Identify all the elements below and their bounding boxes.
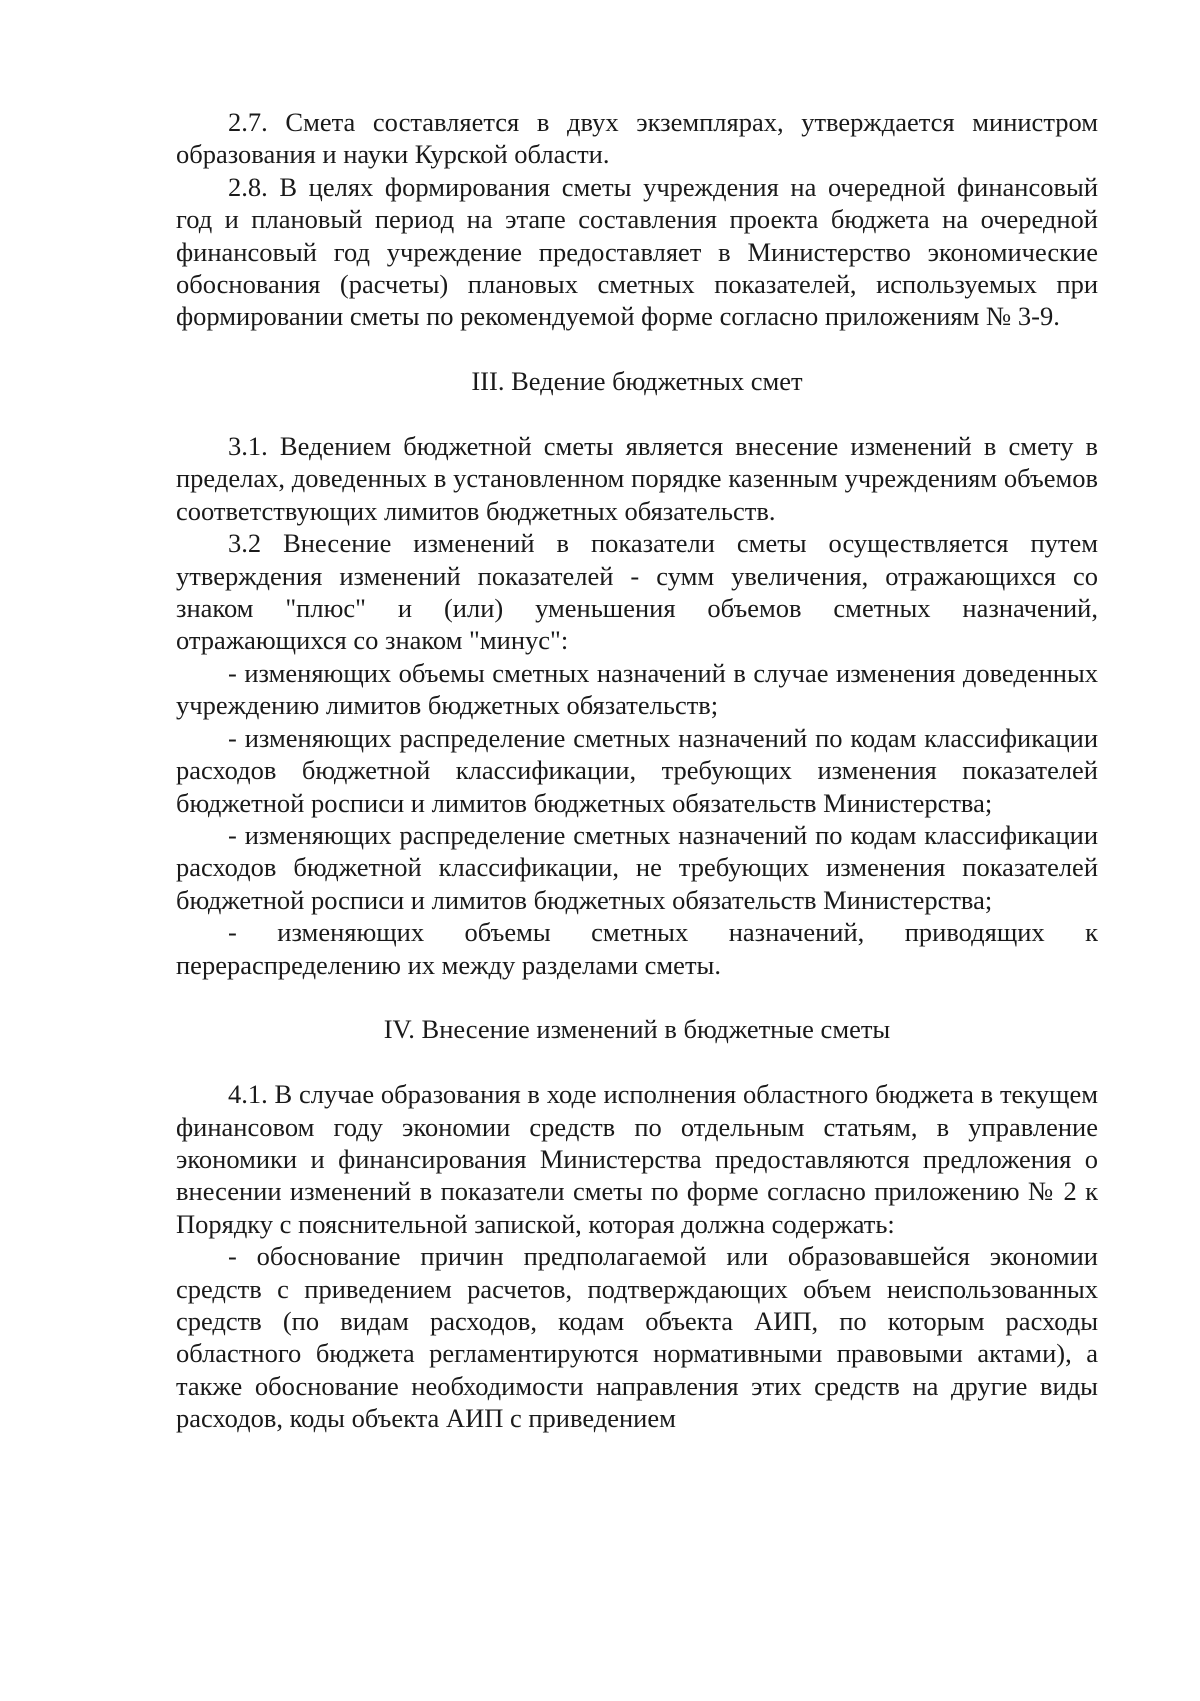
section-heading-4: IV. Внесение изменений в бюджетные сметы: [383, 1014, 891, 1045]
paragraph-3-2: 3.2 Внесение изменений в показатели сметы осуществляется путем утверждения изменений показателей - сумм увеличения, отражающихся со знаком "плюс" и (или) уменьшения объемов сметных назначений, отражающихся со знаком "минус":: [176, 528, 1098, 656]
list-item-justification: - обоснование причин предполагаемой или образовавшейся экономии средств с приведением расчетов, подтверждающих объем неиспользованных средств (по видам расходов, кодам объекта АИП, по которым расходы областного бюджета регламентируются нормативными правовыми актами), а также обоснование необходимости направления этих средств на другие виды расходов, коды объекта АИП с приведением: [176, 1241, 1098, 1434]
paragraph-3-1: 3.1. Ведением бюджетной сметы является внесение изменений в смету в пределах, доведенных в установленном порядке казенным учреждениям объемов соответствующих лимитов бюджетных обязательств.: [176, 431, 1098, 526]
list-item-change-distribution-requiring: - изменяющих распределение сметных назначений по кодам классификации расходов бюджетной классификации, требующих изменения показателей бюджетной росписи и лимитов бюджетных обязательств Министерства;: [176, 722, 1098, 818]
list-item-redistribution: - изменяющих объемы сметных назначений, приводящих к перераспределению их между разделами сметы.: [176, 917, 1098, 980]
paragraph-2-7: 2.7. Смета составляется в двух экземплярах, утверждается министром образования и науки Курской области.: [176, 107, 1098, 170]
list-item-change-distribution-not-requiring: - изменяющих распределение сметных назначений по кодам классификации расходов бюджетной классификации, не требующих изменения показателей бюджетной росписи и лимитов бюджетных обязательств Министерства;: [176, 819, 1098, 915]
section-heading-3: III. Ведение бюджетных смет: [471, 366, 803, 397]
paragraph-4-1: 4.1. В случае образования в ходе исполнения областного бюджета в текущем финансовом году экономии средств по отдельным статьям, в управление экономики и финансирования Министерства предоставляются предложения о внесении изменений в показатели сметы по форме согласно приложению № 2 к Порядку с пояснительной запиской, которая должна содержать:: [176, 1079, 1098, 1239]
document-page: [176, 106, 1098, 1435]
paragraph-2-8: 2.8. В целях формирования сметы учреждения на очередной финансовый год и плановый период на этапе составления проекта бюджета на очередной финансовый год учреждение предоставляет в Министерство экономические обоснования (расчеты) плановых сметных показателей, используемых при формировании сметы по рекомендуемой форме согласно приложениям № 3-9.: [176, 171, 1098, 332]
list-item-change-volumes: - изменяющих объемы сметных назначений в случае изменения доведенных учреждению лимитов бюджетных обязательств;: [176, 657, 1098, 721]
